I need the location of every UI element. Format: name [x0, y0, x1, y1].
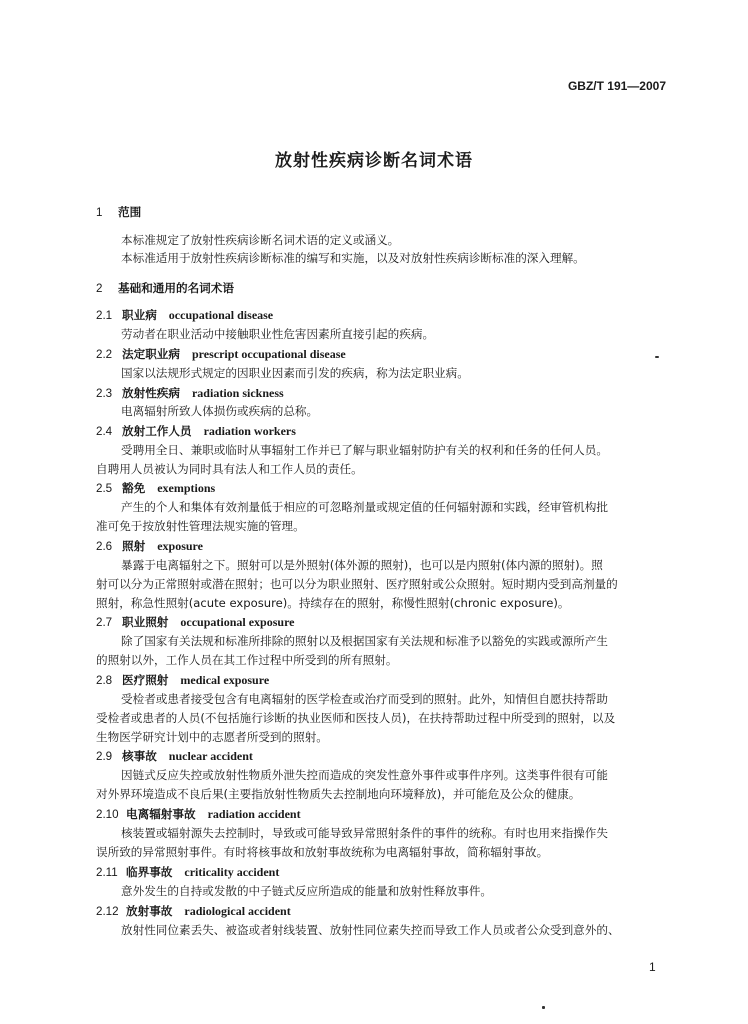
term-definition: 电离辐射所致人体损伤或疾病的总称。 — [121, 404, 319, 418]
term-number: 2.6 — [96, 540, 113, 553]
term-chinese: 医疗照射 — [122, 673, 169, 687]
term-english: exposure — [157, 539, 203, 553]
term-chinese: 职业病 — [122, 308, 157, 322]
term-number: 2.4 — [96, 425, 113, 438]
term-english: medical exposure — [180, 673, 270, 687]
term-heading — [96, 748, 676, 765]
section-title: 基础和通用的名词术语 — [118, 281, 234, 295]
term-heading — [96, 307, 676, 324]
term-number: 2.3 — [96, 387, 113, 400]
term-chinese: 放射工作人员 — [122, 424, 192, 438]
term-definition: 的照射以外，工作人员在其工作过程中所受到的所有照射。 — [96, 653, 398, 667]
term-number: 2.1 — [96, 309, 113, 322]
term-english: radiation workers — [203, 424, 296, 438]
term-chinese: 放射事故 — [126, 904, 173, 918]
term-definition: 劳动者在职业活动中接触职业性危害因素所直接引起的疾病。 — [121, 327, 435, 341]
paragraph: 本标准规定了放射性疾病诊断名词术语的定义或涵义。 — [121, 233, 400, 247]
term-definition: 因链式反应失控或放射性物质外泄失控而造成的突发性意外事件或事件序列。这类事件很有可能 — [121, 768, 608, 782]
term-heading — [96, 423, 676, 440]
term-definition: 射可以分为正常照射或潜在照射；也可以分为职业照射、医疗照射或公众照射。短时期内受到高剂量的 — [96, 577, 618, 591]
term-english: radiation sickness — [191, 386, 284, 400]
page-number: 1 — [649, 960, 656, 974]
term-definition: 自聘用人员被认为同时具有法人和工作人员的责任。 — [96, 462, 363, 476]
term-heading — [96, 538, 676, 555]
term-chinese: 豁免 — [122, 481, 146, 495]
section-title: 范围 — [118, 205, 142, 219]
term-chinese: 电离辐射事故 — [126, 807, 196, 821]
term-heading — [96, 346, 676, 363]
term-definition: 受检者或患者接受包含有电离辐射的医学检查或治疗而受到的照射。此外，知情但自愿扶持帮助 — [121, 692, 608, 706]
term-definition: 受检者或患者的人员(不包括施行诊断的执业医师和医技人员)，在扶持帮助过程中所受到的照射，以及 — [96, 711, 616, 725]
term-english: radiation accident — [207, 807, 301, 821]
term-heading — [96, 480, 676, 497]
term-definition: 除了国家有关法规和标准所排除的照射以及根据国家有关法规和标准予以豁免的实践或源所产生 — [121, 634, 608, 648]
term-definition: 暴露于电离辐射之下。照射可以是外照射(体外源的照射)，也可以是内照射(体内源的照射)。照 — [121, 558, 603, 572]
term-definition: 意外发生的自持或发散的中子链式反应所造成的能量和放射性释放事件。 — [121, 884, 493, 898]
term-number: 2.5 — [96, 482, 113, 495]
scan-speck — [655, 356, 659, 358]
section-number: 2 — [96, 282, 103, 295]
term-chinese: 职业照射 — [122, 615, 169, 629]
term-number: 2.11 — [96, 866, 118, 879]
term-definition: 放射性同位素丢失、被盗或者射线装置、放射性同位素失控而导致工作人员或者公众受到意外的、 — [121, 923, 620, 937]
term-chinese: 临界事故 — [126, 865, 173, 879]
term-number: 2.8 — [96, 674, 113, 687]
term-definition: 国家以法规形式规定的因职业因素而引发的疾病，称为法定职业病。 — [121, 366, 469, 380]
section-heading-2 — [96, 280, 676, 297]
term-english: prescript occupational disease — [191, 347, 346, 361]
term-definition: 产生的个人和集体有效剂量低于相应的可忽略剂量或规定值的任何辐射源和实践，经审管机构批 — [121, 500, 608, 514]
term-number: 2.2 — [96, 348, 113, 361]
term-number: 2.7 — [96, 616, 113, 629]
section-heading-1 — [96, 204, 676, 221]
term-number: 2.12 — [96, 905, 119, 918]
term-english: occupational exposure — [180, 615, 295, 629]
term-heading — [96, 864, 676, 881]
term-definition: 生物医学研究计划中的志愿者所受到的照射。 — [96, 730, 328, 744]
section-number: 1 — [96, 206, 103, 219]
term-heading — [96, 385, 676, 402]
term-chinese: 照射 — [122, 539, 146, 553]
term-english: nuclear accident — [168, 749, 253, 763]
term-heading — [96, 672, 676, 689]
term-definition: 误所致的异常照射事件。有时将核事故和放射事故统称为电离辐射事故，简称辐射事故。 — [96, 845, 549, 859]
term-english: exemptions — [157, 481, 216, 495]
term-definition: 准可免于按放射性管理法规实施的管理。 — [96, 519, 305, 533]
standard-number: GBZ/T 191—2007 — [567, 79, 666, 93]
term-heading — [96, 806, 676, 823]
term-definition: 受聘用全日、兼职或临时从事辐射工作并已了解与职业辐射防护有关的权利和任务的任何人员。 — [121, 443, 608, 457]
page-title: 放射性疾病诊断名词术语 — [275, 151, 473, 171]
term-definition: 对外界环境造成不良后果(主要指放射性物质失去控制地向环境释放)，并可能危及公众的健康。 — [96, 787, 581, 801]
term-english: criticality accident — [184, 865, 280, 879]
term-english: radiological accident — [184, 904, 291, 918]
term-chinese: 放射性疾病 — [122, 386, 180, 400]
term-number: 2.9 — [96, 750, 113, 763]
term-english: occupational disease — [168, 308, 274, 322]
scan-speck — [542, 1006, 545, 1009]
term-heading — [96, 614, 676, 631]
paragraph: 本标准适用于放射性疾病诊断标准的编写和实施，以及对放射性疾病诊断标准的深入理解。 — [121, 251, 585, 265]
term-chinese: 法定职业病 — [122, 347, 180, 361]
term-number: 2.10 — [96, 808, 119, 821]
term-definition: 照射，称急性照射(acute exposure)。持续存在的照射，称慢性照射(chronic exposure)。 — [96, 596, 570, 610]
term-chinese: 核事故 — [122, 749, 157, 763]
term-definition: 核装置或辐射源失去控制时，导致或可能导致异常照射条件的事件的统称。有时也用来指操作失 — [121, 826, 608, 840]
term-heading — [96, 903, 676, 920]
